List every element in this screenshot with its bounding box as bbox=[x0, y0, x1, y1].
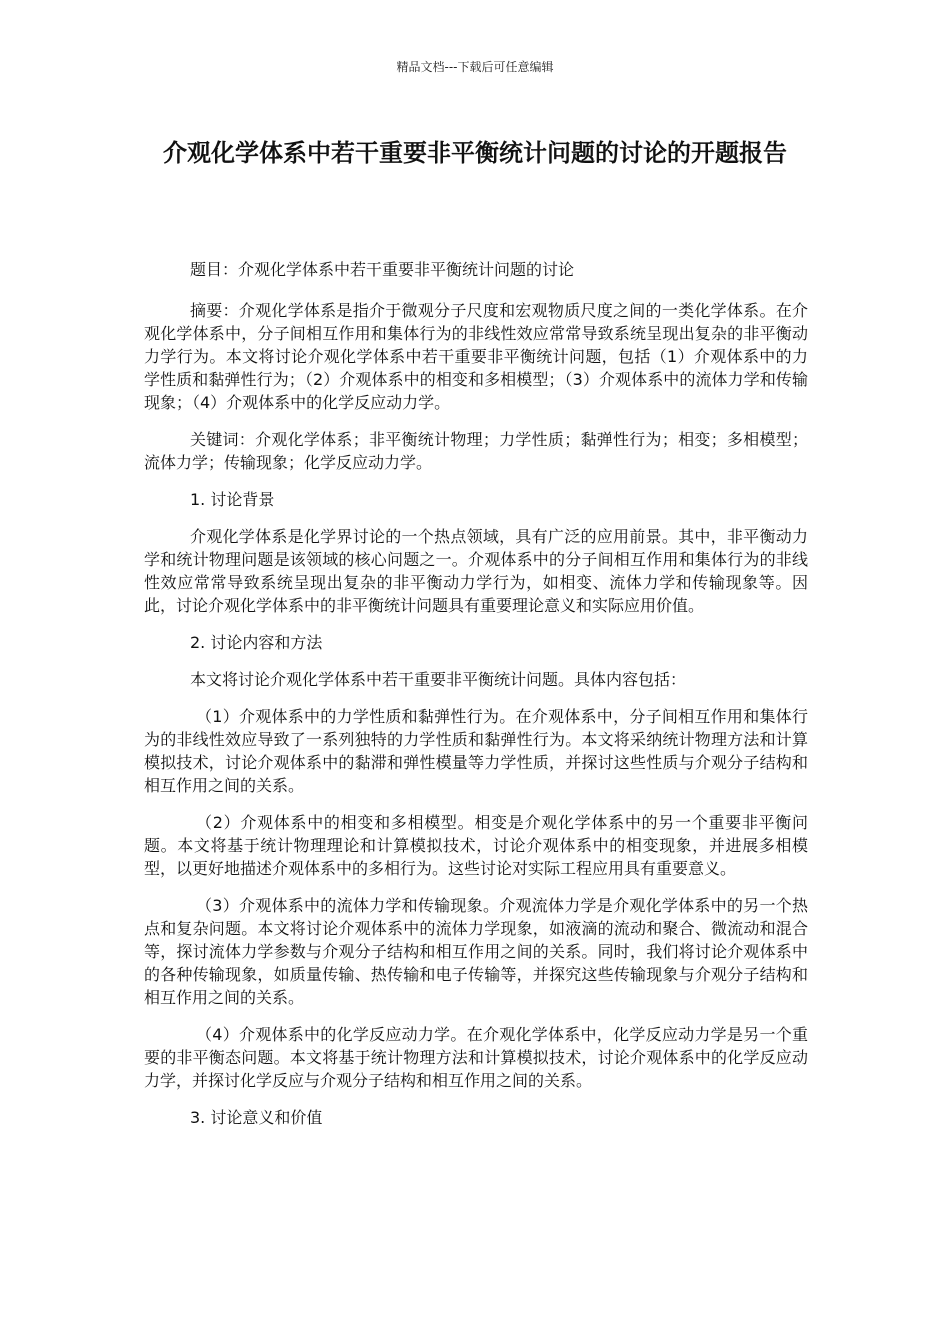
topic-line: 题目：介观化学体系中若干重要非平衡统计问题的讨论 bbox=[190, 260, 575, 279]
abstract-paragraph: 摘要：介观化学体系是指介于微观分子尺度和宏观物质尺度之间的一类化学体系。在介观化学体系中，分子间相互作用和集体行为的非线性效应常常导致系统呈现出复杂的非平衡动力学行为。本文将讨论介观化学体系中若干重要非平衡统计问题，包括（1）介观体系中的力学性质和黏弹性行为；（2）介观体系中的相变和多相模型；（3）介观体系中的流体力学和传输现象；（4）介观体系中的化学反应动力学。 bbox=[144, 301, 808, 412]
document-body bbox=[144, 258, 808, 1143]
content-item-4: （4）介观体系中的化学反应动力学。在介观化学体系中，化学反应动力学是另一个重要的非平衡态问题。本文将基于统计物理方法和计算模拟技术，讨论介观体系中的化学反应动力学，并探讨化学反应与介观分子结构和相互作用之间的关系。 bbox=[144, 1025, 808, 1090]
section-3-heading: 3. 讨论意义和价值 bbox=[190, 1108, 323, 1127]
content-item-2: （2）介观体系中的相变和多相模型。相变是介观化学体系中的另一个重要非平衡问题。本文将基于统计物理理论和计算模拟技术，讨论介观体系中的相变现象，并进展多相模型，以更好地描述介观体系中的多相行为。这些讨论对实际工程应用具有重要意义。 bbox=[144, 813, 808, 878]
document-title: 介观化学体系中若干重要非平衡统计问题的讨论的开题报告 bbox=[163, 139, 787, 167]
content-item-3: （3）介观体系中的流体力学和传输现象。介观流体力学是介观化学体系中的另一个热点和复杂问题。本文将讨论介观体系中的流体力学现象，如液滴的流动和聚合、微流动和混合等，探讨流体力学参数与介观分子结构和相互作用之间的关系。同时，我们将讨论介观体系中的各种传输现象，如质量传输、热传输和电子传输等，并探究这些传输现象与介观分子结构和相互作用之间的关系。 bbox=[144, 896, 808, 1007]
section-2-heading: 2. 讨论内容和方法 bbox=[190, 633, 323, 652]
keywords-paragraph: 关键词：介观化学体系；非平衡统计物理；力学性质；黏弹性行为；相变；多相模型；流体力学；传输现象；化学反应动力学。 bbox=[144, 430, 808, 472]
section-1-heading: 1. 讨论背景 bbox=[190, 490, 275, 509]
header-note: 精品文档---下载后可任意编辑 bbox=[396, 60, 554, 74]
section-2-intro: 本文将讨论介观化学体系中若干重要非平衡统计问题。具体内容包括： bbox=[190, 670, 687, 689]
content-item-1: （1）介观体系中的力学性质和黏弹性行为。在介观体系中，分子间相互作用和集体行为的非线性效应导致了一系列独特的力学性质和黏弹性行为。本文将采纳统计物理方法和计算模拟技术，讨论介观体系中的黏滞和弹性模量等力学性质，并探讨这些性质与介观分子结构和相互作用之间的关系。 bbox=[144, 707, 808, 795]
section-1-paragraph: 介观化学体系是化学界讨论的一个热点领域，具有广泛的应用前景。其中，非平衡动力学和统计物理问题是该领域的核心问题之一。介观体系中的分子间相互作用和集体行为的非线性效应常常导致系统呈现出复杂的非平衡动力学行为，如相变、流体力学和传输现象等。因此，讨论介观化学体系中的非平衡统计问题具有重要理论意义和实际应用价值。 bbox=[144, 527, 808, 615]
